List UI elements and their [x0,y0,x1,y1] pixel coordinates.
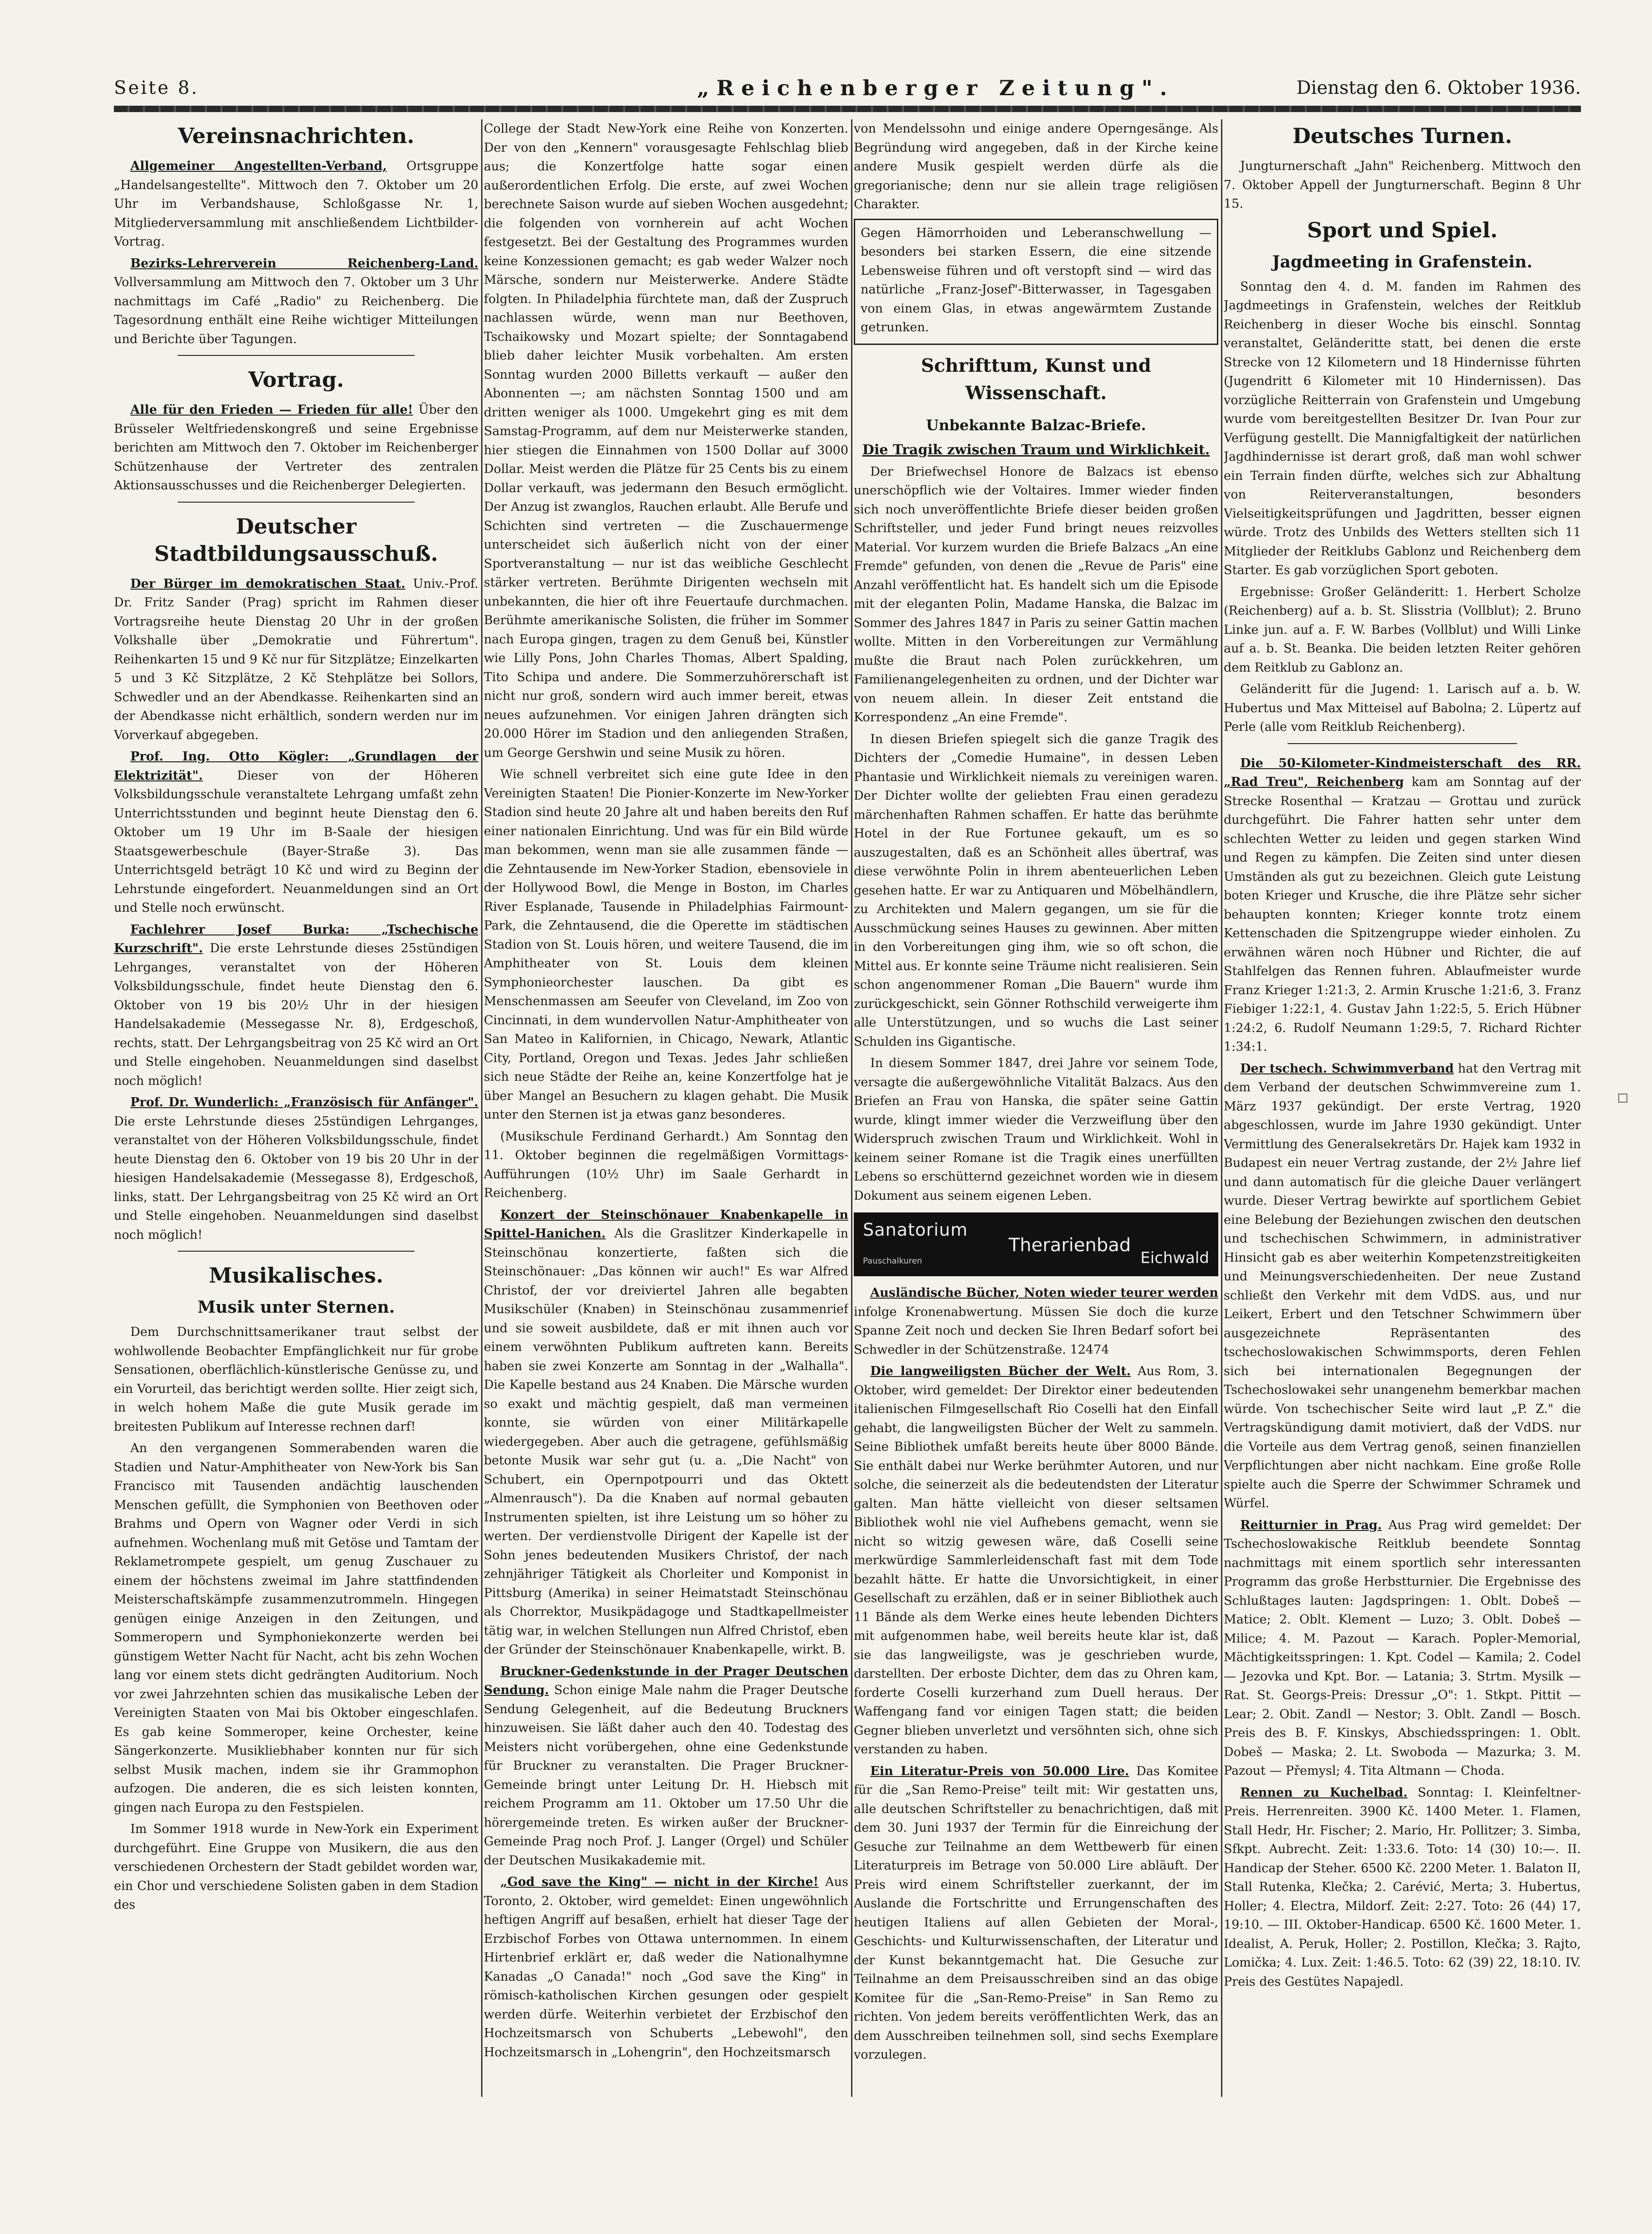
column-divider [851,119,852,2097]
article-lead: Die 50-Kilometer-Kindmeisterschaft des RR. „Rad Treu", Reichenberg [1224,756,1581,789]
section-title-turnen: Deutsches Turnen. [1292,123,1513,148]
section-title-sport: Sport und Spiel. [1307,217,1498,242]
article-lead: Alle für den Frieden — Frieden für alle! [130,403,413,417]
article-paragraph [854,1762,1218,2065]
scan-marker-icon [1618,1094,1627,1103]
article-paragraph: (Musikschule Ferdinand Gerhardt.) Am Sonntag den 11. Oktober beginnen die regelmäßigen Vormittags-Aufführungen (10½ Uhr) im Saale Gerhardt in Reichenberg. [484,1129,848,1200]
separator [178,355,415,356]
article-lead: Der Bürger im demokratischen Staat. [130,576,405,591]
article-lead: Reitturnier in Prag. [1240,1518,1382,1532]
article-text: Ortsgruppe „Handelsangestellte". Mittwoch den 7. Oktober um 20 Uhr im Verbandshause, Schloßgasse Nr. 1, Mitgliederversammlung mit anschließendem Lichtbilder-Vortrag. [114,159,478,249]
article-paragraph: von Mendelssohn und einige andere Operngesänge. Als Begründung wird angegeben, daß in der Kirche keine andere Musik gespielt werden dürfe als die gregorianische; denn nur sie allein trage religiösen Charakter. [854,122,1218,211]
page-number: Seite 8. [114,77,199,98]
article-paragraph: Jungturnerschaft „Jahn" Reichenberg. Mittwoch den 7. Oktober Appell der Jungturnerschaft. Beginn 8 Uhr 15. [1224,159,1581,211]
article-lead: Prof. Ing. Otto Kögler: „Grundlagen der Elektrizität". [114,750,478,783]
article-lead: Fachlehrer Josef Burka: „Tschechische Kurzschrift". [114,922,478,955]
separator [1288,743,1517,744]
article-lead: Die langweiligsten Bücher der Welt. [870,1364,1131,1378]
article-lead: Prof. Dr. Wunderlich: „Französisch für Anfänger". [130,1095,478,1109]
article-text: Univ.-Prof. Dr. Fritz Sander (Prag) spricht im Rahmen dieser Vortragsreihe heute Dienstag 20 Uhr in der großen Volkshalle über „Demokratie und Führertum". Reihenkarten 15 und 9 Kč nur für Sitzplätze; Einzelkarten 5 und 3 Kč Sitzplätze, 2 Kč Stehplätze bei Sollors, Schwedler und an der Abendkasse. Reihenkarten sind an der Abendkasse nicht erhältlich, sondern werden nur im Vorverkauf abgegeben. [114,576,478,742]
article-text: Sonntag: I. Kleinfeltner-Preis. Herrenreiten. 3900 Kč. 1400 Meter. 1. Flamen, Stall Hedr, Hr. Fischer; 2. Mario, Hr. Pollitzer; 3. Simba, Sfkpt. Aubrecht. Zeit: 1:33.6. Toto: 14 (30) 10:—. II. Handicap der Steher. 6500 Kč. 2200 Meter. 1. Balaton II, Stall Rutenka, Klečka; 2. Carévić, Merta; 3. Hubertus, Holler; 4. Electra, Mildorf. Zeit: 2:27. Toto: 26 (44) 17, 19:10. — III. Oktober-Handicap. 6500 Kč. 1600 Meter. 1. Idealist, A. Peruk, Holler; 2. Postillon, Klečka; 3. Rajto, Lomička; 4. Lux. Zeit: 1:46.5. Toto: 62 (39) 22, 18:10. IV. Preis des Gestütes Napajedl. [1224,1785,1581,1989]
column-divider [481,119,482,2097]
ad-location: Eichwald [1140,1249,1209,1267]
article-text: Aus Rom, 3. Oktober, wird gemeldet: Der Direktor einer bedeutenden italienischen Filmgesellschaft Rio Coselli hat den Einfall gehabt, die langweiligsten Bücher der Welt zu sammeln. Seine Bibliothek umfaßt bereits heute über 8000 Bände. Sie enthält dabei nur Werke berühmter Autoren, und nur solche, die seinerzeit als die bedeutendsten der Literatur galten. Man hätte vielleicht von dieser seltsamen Bibliothek wohl nie viel Aufhebens gemacht, wenn sie nicht so witzig gewesen wäre, daß Coselli seine merkwürdige Sammlerleidenschaft fast mit dem Tode bezahlt hätte. Er hatte die Unvorsichtigkeit, in einer Gesellschaft zu erzählen, daß er in seiner Bibliothek auch 11 Bände als dem Werke eines heute lebenden Dichters mit aufgenommen habe, weil bereits heute klar ist, daß sie das langweiligste, was je geschrieben wurde, darstellten. Der erboste Dichter, dem das zu Ohren kam, forderte Coselli kurzerhand zum Duell heraus. Der Waffengang fand vor einigen Tagen statt; die beiden Gegner blieben unverletzt und versöhnten sich, ohne sich verstanden zu haben. [854,1364,1218,1756]
column-4 [1224,119,1581,2097]
article-paragraph [484,1662,848,1870]
article-text: kam am Sonntag auf der Strecke Rosenthal — Kratzau — Grottau und zurück durchgeführt. Die Fahrer hatten sehr unter dem schlechten Wetter zu leiden und gegen starken Wind und Regen zu kämpfen. Die Zeiten sind unter diesen Umständen als gut zu bezeichnen. Gleich gute Leistung boten Krieger und Krusche, die ihre Plätze sehr sicher behaupten konnten; Krieger konnte trotz einem Kettenschaden die Spitzengruppe wieder einholen. Zu erwähnen wären noch Hübner und Richter, die auf Stahlfelgen das Rennen fuhren. Ablaufmeister wurde Franz Krieger 1:21:3, 2. Armin Krusche 1:21:6, 3. Franz Fiebiger 1:22:1, 4. Gustav Jahn 1:22:5, 5. Erich Hübner 1:24:2, 6. Rudolf Neumann 1:29:5, 7. Richard Richter 1:34:1. [1224,775,1581,1054]
article-text: hat den Vertrag mit dem Verband der deutschen Schwimmvereine zum 1. März 1937 gekündigt. Der erste Vertrag, 1920 abgeschlossen, wurde im Jahre 1930 gekündigt. Unter Vermittlung des Generalsekretärs Dr. Hajek kam 1932 in Budapest ein neuer Vertrag zustande, der 2½ Jahre lief und dann automatisch für die gleiche Dauer verlängert wurde. Dieser Vertrag bewirkte auf sportlichem Gebiet eine Belebung der Beziehungen zwischen den deutschen und tschechischen Schwimmern, in administrativer Hinsicht gab es aber weiterhin Kompetenzstreitigkeiten und Meinungsverschiedenheiten. Der neue Zustand schließt den Verkehr mit dem VdDS. aus, und nur Leikert, Erbert und den Tetschner Schwimmern über ausgezeichnete Repräsentanten des tschechoslowakischen Schwimmsports, deren Fehlen sich bei internationalen Begegnungen der Tschechoslowakei sehr unangenehm bemerkbar machen würde. Von tschechischer Seite wird laut „P. Z." die Vertragskündigung damit motiviert, daß der VdDS. nur die Vorteile aus dem Vertrag genoß, seinen finanziellen Verpflichtungen aber nicht nachkam. Eine große Rolle spielte auch die Sperre der Schwimmer Schramek und Würfel. [1224,1061,1581,1510]
article-lead: Allgemeiner Angestellten-Verband, [130,159,387,173]
article-paragraph [1224,1783,1581,1992]
article-text: Schon einige Male nahm die Prager Deutsche Sendung Gelegenheit, auf die Bedeutung Bruckners hinzuweisen. Sie läßt daher auch den 40. Todestag des Meisters nicht vorübergehen, ohne eine Gedenkstunde für Bruckner zu veranstalten. Die Prager Bruckner-Gemeinde bringt unter Leitung Dr. H. Hiebsch mit reichem Programm am 11. Oktober um 17.50 Uhr die hörergemeinde treten. Es wirken außer der Bruckner-Gemeinde Prag noch Prof. J. Langer (Orgel) und Schüler der Deutschen Musikakademie mit. [484,1683,848,1868]
page-header [114,73,1581,105]
article-text: Dieser von der Höheren Volksbildungsschule veranstaltete Lehrgang umfaßt zehn Unterrichtsstunden und beginnt heute Dienstag den 6. Oktober um 19 Uhr im B-Saale der hiesigen Staatsgewerbeschule (Bayer-Straße 3). Das Unterrichtsgeld beträgt 10 Kč und wird zu Beginn der Lehrstunde eingefordert. Neuanmeldungen sind an Ort und Stelle noch erwünscht. [114,768,478,915]
article-paragraph [1224,1059,1581,1513]
section-title-musikalisches: Musikalisches. [209,1263,384,1288]
article-text: infolge Kronenabwertung. Müssen Sie doch die kurze Spanne Zeit noch und decken Sie Ihren Bedarf sofort bei Schwedler in der Schützenstraße. 12474 [854,1304,1218,1357]
article-paragraph [1224,1516,1581,1781]
article-paragraph: An den vergangenen Sommerabenden waren die Stadien und Natur-Amphitheater von New-York bis San Francisco mit Tausenden andächtig lauschenden Menschen gefüllt, die Symphonien von Beethoven oder Brahms und Opern von Wagner oder Verdi in sich aufnehmen. Wochenlang muß mit Getöse und Tamtam der Reklametrompete gespielt, um genug Zuschauer zu einem der höchstens zweimal im Jahre stattfindenden Meisterschaftskämpfe zusammenzutrommeln. Hingegen genügen einige Anzeigen in den Zeitungen, und Sommeropern und Symphoniekonzerte werden bei günstigem Wetter Nacht für Nacht, acht bis zehn Wochen lang vor einem stets dicht gedrängten Auditorium. Noch vor zwei Jahrzehnten schien das musikalische Leben der Vereinigten Staaten von Mai bis Oktober eingeschlafen. Es gab keine Sommeroper, keine Orchester, keine Sängerkonzerte. Musikliebhaber konnten nur für sich selbst Musik machen, indem sie ihr Grammophon aufzogen. Die anderen, die es sich leisten konnten, gingen nach Europa zu den Festspielen. [114,1441,478,1815]
article-paragraph: Ergebnisse: Großer Geländeritt: 1. Herbert Scholze (Reichenberg) auf a. b. St. Slisstria (Vollblut); 2. Bruno Linke jun. auf a. F. W. Barbes (Vollblut) und Willi Linke auf a. b. St. Beanka. Die beiden letzten Reiter gehören dem Reitklub zu Gablonz an. [1224,585,1581,675]
article-lead: Bezirks-Lehrerverein Reichenberg-Land. [130,256,478,271]
ad-small-text: Pauschalkuren [863,1256,922,1266]
article-lead: Ein Literatur-Preis von 50.000 Lire. [870,1764,1129,1778]
article-paragraph: In diesen Briefen spiegelt sich die ganze Tragik des Dichters der „Comedie Humaine", in dessen Leben Phantasie und Wirklichkeit niemals zu vereinigen waren. Der Dichter wollte der geliebten Frau einen geradezu märchenhaften Rahmen schaffen. Er hatte das berühmte Hotel in der Rue Fortunee gekauft, um es so auszugestalten, daß es an Schönheit alles übertraf, was diese verwöhnte Polin in ihrem abenteuerlichen Leben gesehen hatte. Er war zu Antiquaren und Möbelhändlern, zu Architekten und Malern gegangen, um sie für die Ausschmückung seines Hauses zu gewinnen. Aber mitten in den Vorbereitungen ging ihm, wie so oft schon, die Mittel aus. Er konnte seine Träume nicht realisieren. Sein schon angenommener Roman „Die Bauern" wurde ihm zurückgeschickt, sein Gönner Rothschild verweigerte ihm alle Unterstützungen, und so wuchs die Last seiner Schulden ins Gigantische. [854,732,1218,1049]
issue-date: Dienstag den 6. Oktober 1936. [1296,77,1581,98]
article-paragraph [1224,754,1581,1057]
article-headline: Jagdmeeting in Grafenstein. [1272,252,1533,272]
separator [178,1251,415,1252]
article-text: Das Komitee für die „San Remo-Preise" teilt mit: Wir gestatten uns, alle deutschen Schriftsteller zu benachrichtigen, daß mit dem 30. Juni 1937 der Termin für die Einreichung der Gesuche zur Teilnahme an dem Wettbewerb für einen Literaturpreis im Betrage von 50.000 Lire abläuft. Der Preis wird einem Schriftsteller zuerkannt, der im Auslande die Fortschritte und Errungenschaften des heutigen Italiens auf allen Gebieten der Moral-, Geschichts- und Kulturwissenschaften, der Literatur und der Kunst bekanntgemacht hat. Die Gesuche zur Teilnahme an dem Preisausschreiben sind an das obige Komitee für die „San-Remo-Preise" in San Remo zu richten. Von jedem bereits veröffentlichten Werk, das an dem Ausschreiben teilnehmen soll, sind sechs Exemplare vorzulegen. [854,1764,1218,2062]
article-paragraph [114,920,478,1091]
article-text: Aus Toronto, 2. Oktober, wird gemeldet: Einen ungewöhnlich heftigen Angriff auf besaßen, erhielt hat dieser Tage der Erzbischof Forbes von Ottawa unternommen. In einem Hirtenbrief erklärt er, daß weder die Nationalhymne Kanadas „O Canada!" noch „God save the King" in römisch-katholischen Kirchen gesungen oder gespielt werden dürfe. Weiterhin verbietet der Erzbischof den Hochzeitsmarsch von Schuberts „Lebewohl", den Hochzeitsmarsch in „Lohengrin", den Hochzeitsmarsch [484,1875,848,2059]
article-paragraph: Wie schnell verbreitet sich eine gute Idee in den Vereinigten Staaten! Die Pionier-Konzerte im New-Yorker Stadion sind heute 20 Jahre alt und haben bereits den Ruf einer nationalen Einrichtung. Und was für ein Bild würde man bekommen, wenn man sie alle zusammen fände — die Zehntausende im New-Yorker Stadion, ebensoviele in der Hollywood Bowl, die Menge in Boston, im Charles River Esplanade, Tausende in Philadelphias Fairmount-Park, die Zehntausend, die die Operette im städtischen Stadion von St. Louis hören, und weitere Tausend, die im Amphitheater von St. Louis dem kleinen Symphonieorchester lauschen. Da gibt es Menschenmassen am Seeufer von Cleveland, im Zoo von Cincinnati, in dem wundervollen Natur-Amphitheater von San Mateo in Kalifornien, in Chicago, Newark, Atlantic City, Portland, Oregon und Texas. Jedes Jahr schließen sich neue Städte der Reihe an, keine Konzertfolge hat je über Mangel an Besuchern zu klagen gehabt. Die Musik unter den Sternen ist ja etwas ganz besonderes. [484,767,848,1122]
article-text: Die erste Lehrstunde dieses 25stündigen Lehrganges, veranstaltet von der Höheren Volksbildungsschule, findet heute Dienstag den 6. Oktober von 19 bis 20½ Uhr in der hiesigen Handelsakademie (Messegasse Nr. 8), Erdgeschoß, rechts, statt. Der Lehrgangsbeitrag von 25 Kč wird an Ort und Stelle eingehoben. Neuanmeldungen sind daselbst noch möglich! [114,941,478,1088]
article-paragraph: Sonntag den 4. d. M. fanden im Rahmen des Jagdmeetings in Grafenstein, welches der Reitklub Reichenberg in dieser Woche bis einschl. Sonntag veranstaltet, Geländeritte statt, bei denen die erste Strecke von 12 Kilometern und 18 Hindernisse führten (Jugendritt 6 Kilometer mit 10 Hindernissen). Das vorzügliche Reitterrain von Grafenstein und Umgebung wurde vom bereitgestellten Besitzer Dr. Ivan Pour zur Verfügung gestellt. Die Mannigfaltigkeit der natürlichen Jagdhindernisse ist derart groß, daß man wohl schwer ein Terrain finden dürfte, welches sich zur Abhaltung von Reiterveranstaltungen, besonders Vielseitigkeitsprüfungen und Jagdritten, besser eignen würde. Trotz des Unbilds des Wetters stellten sich 11 Mitglieder der Reitklubs Gablonz und Reichenberg dem Starter. Es gab vorzüglichen Sport geboten. [1224,279,1581,577]
advertisement-text: Gegen Hämorrhoiden und Leberanschwellung — besonders bei starken Essern, die eine sitzende Lebensweise führen und oft verstopft sind — wird das natürliche „Franz-Josef"-Bitterwasser, in Tagesgaben von einem Glas, in etwas angewärmtem Zustande getrunken. [861,226,1211,334]
column-divider [1221,119,1222,2097]
column-1 [114,119,478,2097]
article-paragraph: College der Stadt New-York eine Reihe von Konzerten. Der von den „Kennern" vorausgesagte Fehlschlag blieb aus; die Konzertfolge hatte sogar einen außerordentlichen Erfolg. Die erste, auf zwei Wochen berechnete Saison wurde auf sieben Wochen ausgedehnt; die folgenden von vornherein auf acht Wochen festgesetzt. Bei der Gestaltung des Programmes wurden keine Konzessionen gemacht; es gab weder Walzer noch Märsche, sondern nur Meisterwerke. Andere Städte folgten. In Philadelphia fürchtete man, daß der Zuspruch nachlassen würde, wenn man nur Beethoven, Tschaikowsky und Mozart spielte; der Sonntagabend blieb daher leichter Musik vorbehalten. Am ersten Sonntag wurden 2000 Billetts verkauft — außer den Abonnenten —; am nächsten Sonntag 1500 und am dritten weniger als 1000. Umgekehrt ging es mit dem Samstag-Programm, auf dem nur Meisterwerke standen, hier stiegen die Einnahmen von 1500 Dollar auf 3000 Dollar. Meist werden die Plätze für 25 Cents bis zu einem Dollar verkauft, was jedermann den Besuch ermöglicht. Der Anzug ist zwanglos, Rauchen erlaubt. Alle Berufe und Schichten sind vertreten — die Zuschauermenge unterscheidet sich äußerlich nicht von der einer Sportveranstaltung — nur ist das weibliche Geschlecht stärker vertreten. Berühmte Dirigenten wechseln mit unbekannten, die hier oft ihre Feuertaufe durchmachen. Berühmte amerikanische Solisten, die früher im Sommer nach Europa gingen, tragen zu dem Genuß bei, Künstler wie Lilly Pons, John Charles Thomas, Albert Spalding, Tito Schipa und andere. Die Sommerzuhörerschaft ist nicht nur groß, sondern wird auch immer bereit, etwas neues aufzunehmen. Vor einigen Jahren drängten sich 20.000 Hörer im Stadion und den anliegenden Straßen, um George Gershwin und seine Musik zu hören. [484,122,848,760]
article-subheadline: Die Tragik zwischen Traum und Wirklichkeit. [862,442,1210,458]
article-paragraph [114,254,478,349]
article-paragraph: Der Briefwechsel Honore de Balzacs ist ebenso unerschöpflich wie der Voltaires. Immer wieder finden sich noch unveröffentlichte Briefe dieser beiden großen Schriftsteller, und jeder Fund bringt neues reizvolles Material. Vor kurzem wurden die Briefe Balzacs „An eine Fremde" gefunden, von denen die „Revue de Paris" eine Anzahl veröffentlicht hat. Es handelt sich um die Episode mit der eleganten Polin, Madame Hanska, die Balzac im Sommer des Jahres 1847 in Paris zu seiner Gattin machen wollte. Mitten in den Vorbereitungen zur Vermählung mußte die Braut nach Polen zurückkehren, um Familienangelegenheiten zu ordnen, und der Dichter war von neuem allein. In dieser Zeit entstand die Korrespondenz „An eine Fremde". [854,464,1218,724]
sanatorium-advertisement [854,1212,1218,1276]
article-paragraph: In diesem Sommer 1847, drei Jahre vor seinem Tode, versagte die außergewöhnliche Vitalität Balzacs. Aus den Briefen an Frau von Hanska, die später seine Gattin wurde, klingt immer wieder die Verzweiflung über den Widerspruch zwischen Traum und Wirklichkeit. Wohl in keinem seiner Romane ist die Tragik eines unerfüllten Lebens so erschütternd gezeichnet worden wie in diesem Dokument aus seinem eigenen Leben. [854,1056,1218,1203]
article-paragraph [114,575,478,745]
article-lead: Der tschech. Schwimmverband [1240,1061,1454,1076]
article-paragraph [484,1206,848,1659]
article-paragraph [484,1873,848,2062]
column-3 [854,119,1218,2097]
article-text: Als die Graslitzer Kinderkapelle in Steinschönau konzertierte, faßten sich die Steinschönauer: „Das können wir auch!" Es war Alfred Christof, der vor dreiviertel Jahren alle begabten Musikschüler (Knaben) in Steinschönau zusammenrief und sie soweit ausbildete, daß er mit ihnen auch vor einem verwöhnten Publikum auftreten kann. Bereits haben sie zwei Konzerte am Sonntag in der „Walhalla". Die Kapelle bestand aus 24 Knaben. Die Märsche wurden so exakt und mächtig gespielt, daß man vermeinen konnte, sie würden von einer Militärkapelle wiedergegeben. Aber auch die getragene, gefühlsmäßig betonte Musik war sehr gut (u. a. „Die Nacht" von Schubert, ein Opernpotpourri und das Oktett „Almenrausch"). Da die Knaben auf normal gebauten Instrumenten spielten, ist ihre Leistung um so höher zu werten. Der verdienstvolle Dirigent der Kapelle ist der Sohn jenes bedeutenden Musikers Christof, der nach zehnjähriger Tätigkeit als Chorleiter und Komponist in Pittsburg (Amerika) in seiner Heimatstadt Steinschönau als Chorrektor, Musikpädagoge und Stadtkapellmeister tätig war, in welchen Stellungen nun Alfred Christof, eben der Gründer der Steinschönauer Knabenkapelle, wirkt. B. [484,1227,848,1657]
section-title-vereinsnachrichten: Vereinsnachrichten. [178,123,415,148]
article-lead: Bruckner-Gedenkstunde in der Prager Deutschen Sendung. [484,1664,848,1697]
article-headline: Unbekannte Balzac-Briefe. [926,416,1146,434]
ad-title: Sanatorium [863,1220,968,1240]
article-paragraph [854,1362,1218,1759]
article-headline: Musik unter Sternen. [197,1298,395,1317]
article-paragraph [114,401,478,495]
article-paragraph: Geländeritt für die Jugend: 1. Larisch auf a. b. W. Hubertus und Max Mitteisel auf Babolna; 2. Lüpertz auf Perle (alle vom Reitklub Reichenberg). [1224,682,1581,734]
article-paragraph [114,747,478,918]
article-text: Vollversammlung am Mittwoch den 7. Oktober um 3 Uhr nachmittags im Café „Radio" zu Reichenberg. Die Tagesordnung enthält eine Reihe wichtiger Mitteilungen und Berichte über Tagungen. [114,275,478,346]
article-paragraph [114,1093,478,1244]
article-lead: Ausländische Bücher, Noten wieder teurer werden [870,1286,1218,1300]
article-lead: „God save the King" — nicht in der Kirche! [500,1875,819,1889]
article-text: Über den Brüsseler Weltfriedenskongreß und seine Ergebnisse berichten am Mittwoch den 7. Oktober im Reichenberger Schützenhause der Vertreter des zentralen Aktionsausschusses und die Reichenberger Delegierten. [114,403,478,493]
article-paragraph [114,157,478,252]
advertisement-box [854,219,1218,345]
article-text: Aus Prag wird gemeldet: Der Tschechoslowakische Reitklub beendete Sonntag nachmittags mit einem sportlich sehr interessanten Programm das große Herbstturnier. Die Ergebnisse des Schlußtages lauten: Jagdspringen: 1. Oblt. Dobeš — Matice; 2. Oblt. Klement — Luzo; 3. Oblt. Dobeš — Milice; 4. M. Pazout — Karach. Popler-Memorial, Mächtigkeitsspringen: 1. Kpt. Codel — Kamila; 2. Codel — Jezovka und Kpt. Bor. — Latania; 3. Strtm. Mysilk — Rat. St. Georgs-Preis: Dressur „O": 1. Stkpt. Pittit — Lear; 2. Obit. Zandl — Nestor; 3. Oblt. Zandl — Bosch. Preis des B. F. Kinskys, Abschiedsspringen: 1. Oblt. Dobeš — Maska; 2. Lt. Swoboda — Mazurka; 3. M. Pazout — Přemysl; 4. Tita Altmann — Choda. [1224,1518,1581,1778]
article-paragraph: Im Sommer 1918 wurde in New-York ein Experiment durchgeführt. Eine Gruppe von Musikern, die aus den verschiedenen Orchestern der Stadt gebildet worden war, ein Chor und verschiedene Solisten gaben in dem Stadion des [114,1822,478,1912]
section-title-schrifttum: Schrifttum, Kunst und Wissenschaft. [921,354,1151,404]
header-rule [114,106,1581,112]
column-2 [484,119,848,2097]
article-lead: Rennen zu Kuchelbad. [1240,1785,1408,1800]
article-paragraph [854,1284,1218,1359]
ad-subtitle: Therarienbad [1009,1235,1131,1256]
separator [178,502,415,503]
article-text: Die erste Lehrstunde dieses 25stündigen Lehrganges, veranstaltet von der Höheren Volksbildungsschule, findet heute Dienstag den 6. Oktober von 19 bis 20 Uhr in der hiesigen Handelsakademie (Messegasse 8), Erdgeschoß, links, statt. Der Lehrgangsbeitrag von 25 Kč wird an Ort und Stelle eingehoben. Neuanmeldungen sind daselbst noch möglich! [114,1114,478,1242]
article-paragraph: Dem Durchschnittsamerikaner traut selbst der wohlwollende Beobachter Empfänglichkeit nur für grobe Sensationen, oberflächlich-künstlerische Genüsse zu, und ein Vorurteil, das berichtigt werden sollte. Hier zeigt sich, in welch hohem Maße die gute Musik gerade im breitesten Publikum auf Interesse rechnen darf! [114,1325,478,1434]
masthead: „Reichenberger Zeitung". [697,76,1175,100]
section-title-vortrag: Vortrag. [248,367,344,392]
section-title-stadtbildung: Deutscher Stadtbildungsausschuß. [154,514,438,566]
article-lead: Konzert der Steinschönauer Knabenkapelle in Spittel-Hanichen. [484,1207,848,1241]
